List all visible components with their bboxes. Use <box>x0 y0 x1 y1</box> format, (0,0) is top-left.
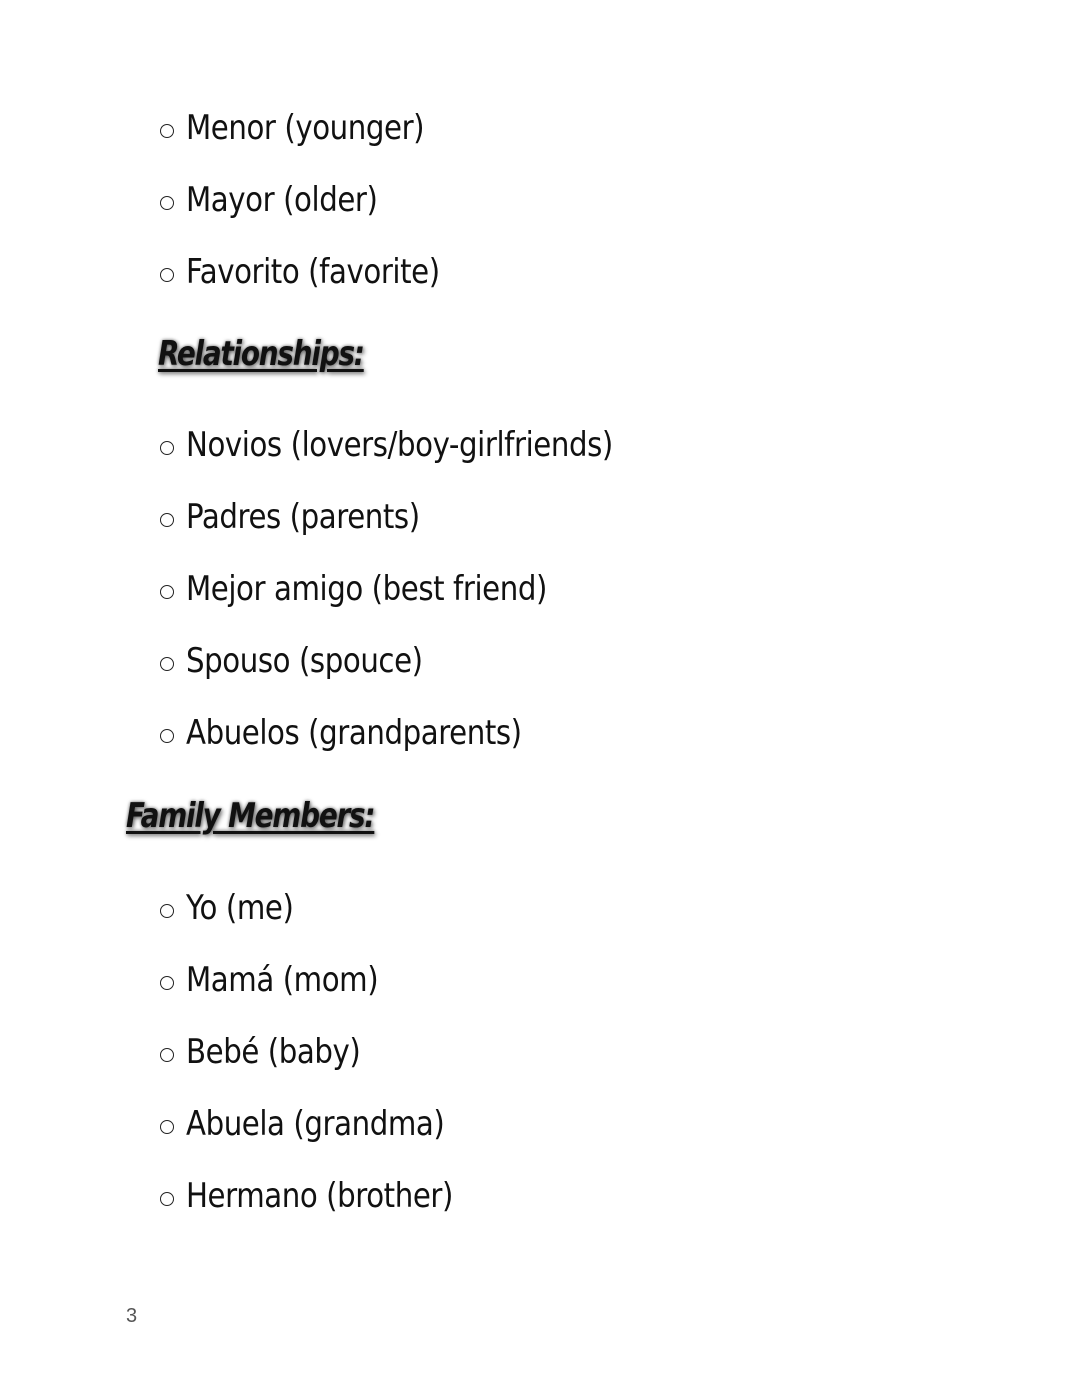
list-item-text: Abuelos (grandparents) <box>186 713 522 753</box>
hollow-bullet-icon <box>160 585 174 599</box>
list-item-text: Mejor amigo (best friend) <box>186 569 547 609</box>
list-item-text: Mayor (older) <box>186 180 378 220</box>
list-item <box>160 420 682 470</box>
hollow-bullet-icon <box>160 268 174 282</box>
list-item <box>160 1099 486 1149</box>
list-item <box>160 1171 496 1221</box>
hollow-bullet-icon <box>160 729 174 743</box>
hollow-bullet-icon <box>160 441 174 455</box>
list-item <box>160 103 463 153</box>
list-item-text: Mamá (mom) <box>186 960 379 1000</box>
list-item-text: Spouso (spouce) <box>186 641 423 681</box>
list-item <box>160 175 409 225</box>
list-item-text: Hermano (brother) <box>186 1176 453 1216</box>
page-number: 3 <box>126 1305 138 1327</box>
section-heading-relationships: Relationships: <box>158 334 364 374</box>
hollow-bullet-icon <box>160 1192 174 1206</box>
list-item <box>160 883 311 933</box>
hollow-bullet-icon <box>160 904 174 918</box>
list-item <box>160 564 606 614</box>
list-item-text: Favorito (favorite) <box>186 252 440 292</box>
list-item-text: Abuela (grandma) <box>186 1104 445 1144</box>
hollow-bullet-icon <box>160 1120 174 1134</box>
list-item-text: Menor (younger) <box>186 108 425 148</box>
hollow-bullet-icon <box>160 124 174 138</box>
list-item-text: Padres (parents) <box>186 497 420 537</box>
list-item <box>160 636 461 686</box>
hollow-bullet-icon <box>160 1048 174 1062</box>
list-item-text: Bebé (baby) <box>186 1032 361 1072</box>
list-item <box>160 1027 389 1077</box>
list-item <box>160 492 458 542</box>
section-heading-family-members: Family Members: <box>126 796 375 836</box>
list-item <box>160 955 410 1005</box>
hollow-bullet-icon <box>160 657 174 671</box>
hollow-bullet-icon <box>160 976 174 990</box>
list-item-text: Yo (me) <box>186 888 294 928</box>
hollow-bullet-icon <box>160 513 174 527</box>
list-item-text: Novios (lovers/boy-girlfriends) <box>186 425 613 465</box>
list-item <box>160 708 576 758</box>
list-item <box>160 247 481 297</box>
hollow-bullet-icon <box>160 196 174 210</box>
